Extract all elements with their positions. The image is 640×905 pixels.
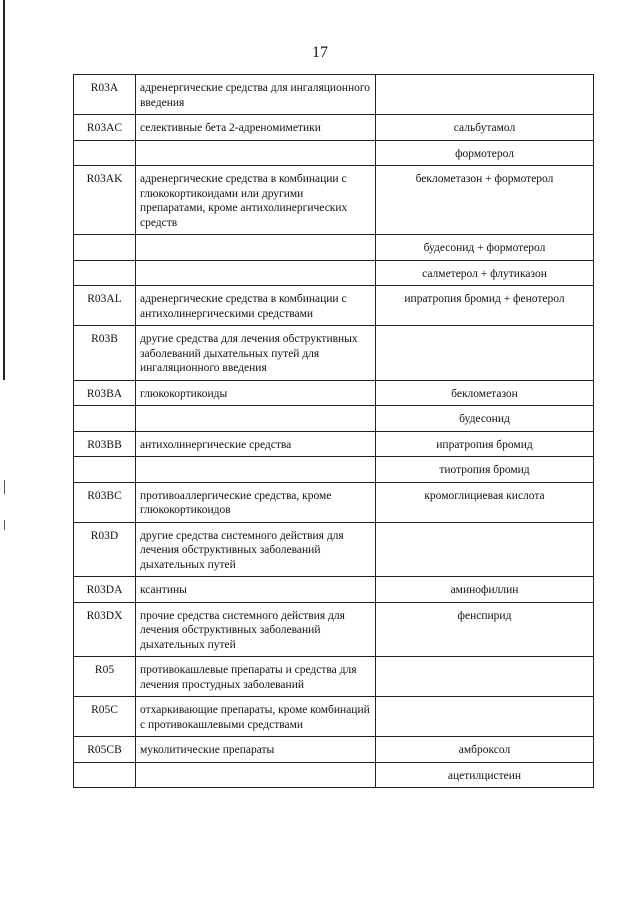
drug-name-cell [376,522,594,577]
table-row [74,737,594,763]
table-row [74,380,594,406]
drug-name-cell [376,75,594,115]
description-cell: другие средства системного действия для лечения обструктивных заболеваний дыхательных путей [136,522,376,577]
table-row [74,457,594,483]
scan-speck [4,520,5,530]
table-row [74,406,594,432]
drug-name-cell: ипратропия бромид [376,431,594,457]
description-cell: адренергические средства для ингаляционного введения [136,75,376,115]
description-cell: глюкокортикоиды [136,380,376,406]
table-row [74,697,594,737]
description-cell: селективные бета 2-адреномиметики [136,115,376,141]
drug-name-cell [376,697,594,737]
atc-code-cell: R03BB [74,431,136,457]
table-row [74,235,594,261]
table-row [74,482,594,522]
atc-code-cell [74,140,136,166]
drug-name-cell: салметерол + флутиказон [376,260,594,286]
atc-code-cell: R03DX [74,602,136,657]
drug-name-cell: кромоглициевая кислота [376,482,594,522]
drug-name-cell: ацетилцистеин [376,762,594,788]
table-row [74,577,594,603]
table-row [74,140,594,166]
description-cell: адренергические средства в комбинации с антихолинергическими средствами [136,286,376,326]
drug-name-cell: будесонид + формотерол [376,235,594,261]
description-cell [136,762,376,788]
atc-code-cell: R05CB [74,737,136,763]
atc-code-cell [74,406,136,432]
table-row [74,657,594,697]
atc-code-cell: R03AK [74,166,136,235]
drug-name-cell: формотерол [376,140,594,166]
table-row [74,166,594,235]
drug-name-cell: ипратропия бромид + фенотерол [376,286,594,326]
table-row [74,602,594,657]
atc-code-cell: R03BA [74,380,136,406]
table-row [74,762,594,788]
table-body [74,75,594,788]
description-cell [136,235,376,261]
table-row [74,260,594,286]
description-cell: антихолинергические средства [136,431,376,457]
scan-speck [4,480,5,494]
description-cell: противокашлевые препараты и средства для лечения простудных заболеваний [136,657,376,697]
drug-name-cell: аминофиллин [376,577,594,603]
atc-code-cell: R05C [74,697,136,737]
drug-name-cell: амброксол [376,737,594,763]
atc-code-cell: R03A [74,75,136,115]
drug-name-cell: беклометазон + формотерол [376,166,594,235]
description-cell [136,406,376,432]
description-cell [136,260,376,286]
table-row [74,286,594,326]
atc-code-cell [74,762,136,788]
description-cell: адренергические средства в комбинации с глюкокортикоидами или другими препаратами, кроме антихолинергических средств [136,166,376,235]
atc-code-cell: R03B [74,326,136,381]
atc-code-cell: R03AL [74,286,136,326]
description-cell: ксантины [136,577,376,603]
drug-name-cell [376,326,594,381]
description-cell: противоаллергические средства, кроме глюкокортикоидов [136,482,376,522]
drug-classification-table [73,74,594,788]
drug-name-cell: беклометазон [376,380,594,406]
atc-code-cell: R03BC [74,482,136,522]
description-cell: прочие средства системного действия для лечения обструктивных заболеваний дыхательных путей [136,602,376,657]
table-row [74,431,594,457]
description-cell [136,457,376,483]
description-cell [136,140,376,166]
atc-code-cell: R03DA [74,577,136,603]
description-cell: муколитические препараты [136,737,376,763]
drug-name-cell [376,657,594,697]
description-cell: отхаркивающие препараты, кроме комбинаций с противокашлевыми средствами [136,697,376,737]
table-row [74,115,594,141]
table-row [74,326,594,381]
drug-name-cell: сальбутамол [376,115,594,141]
drug-name-cell: тиотропия бромид [376,457,594,483]
drug-name-cell: будесонид [376,406,594,432]
page-number: 17 [312,44,328,61]
description-cell: другие средства для лечения обструктивных заболеваний дыхательных путей для ингаляционного введения [136,326,376,381]
table-row [74,522,594,577]
atc-code-cell [74,235,136,261]
atc-code-cell [74,457,136,483]
table-row [74,75,594,115]
atc-code-cell: R03D [74,522,136,577]
drug-name-cell: фенспирид [376,602,594,657]
atc-code-cell: R05 [74,657,136,697]
atc-code-cell [74,260,136,286]
atc-code-cell: R03AC [74,115,136,141]
